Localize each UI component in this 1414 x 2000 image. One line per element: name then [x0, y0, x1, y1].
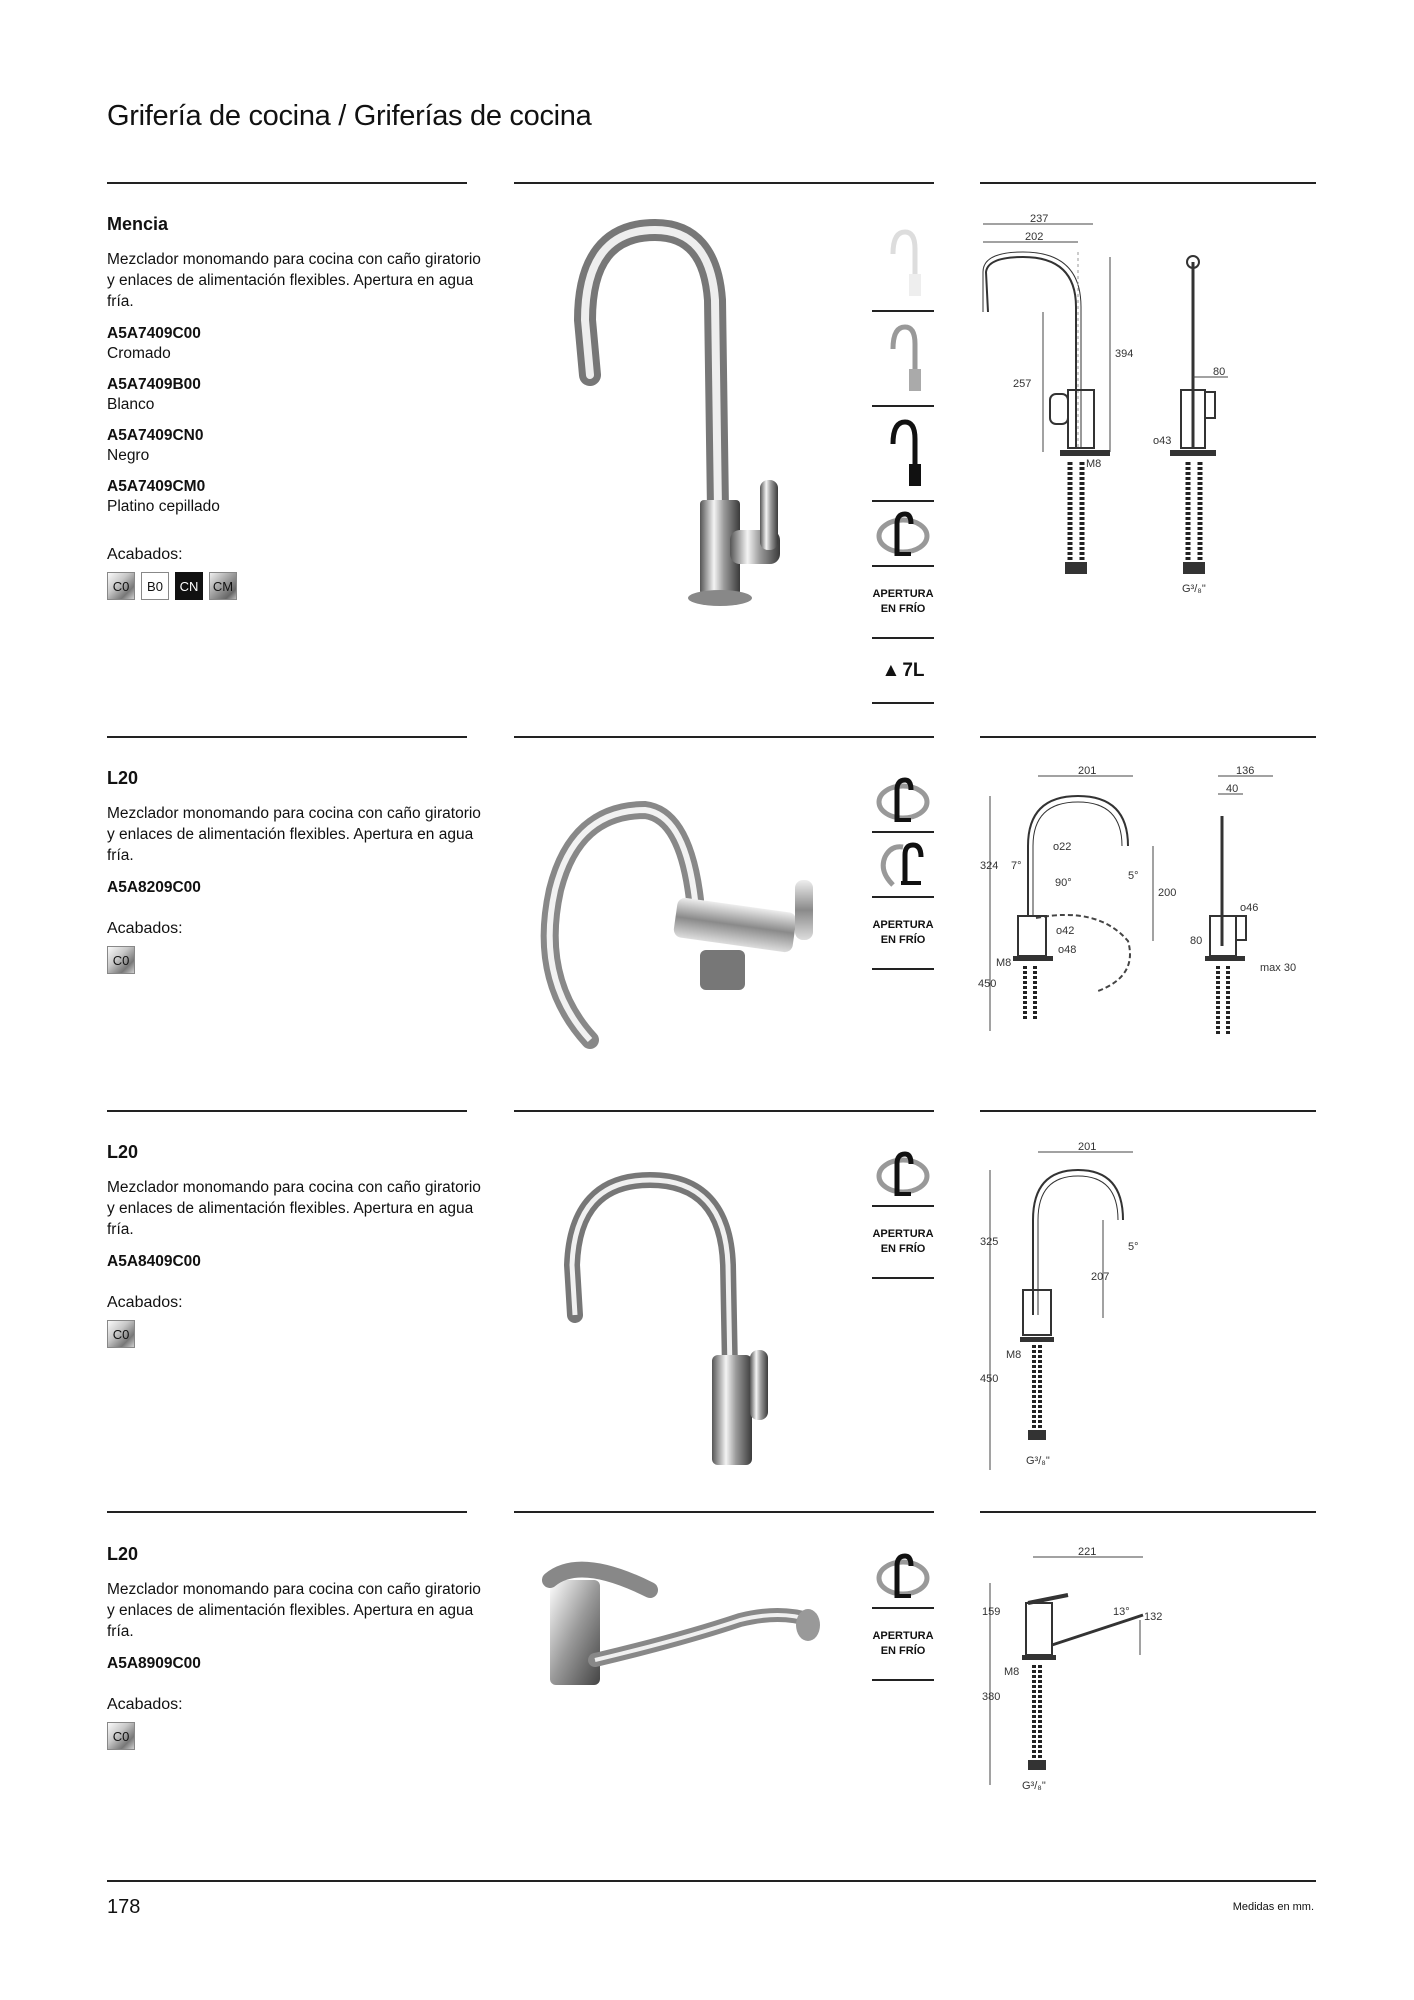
dim-label: 136 [1236, 766, 1255, 777]
finish-swatch-c0: C0 [107, 572, 135, 600]
dim-label: 80 [1213, 366, 1226, 378]
product-description: Mezclador monomando para cocina con caño giratorio y enlaces de alimentación flexibles. Apertura en agua fría. [107, 251, 481, 310]
variant-finish: Blanco [107, 396, 155, 413]
variant [107, 1654, 467, 1674]
variant-code: A5A7409CM0 [107, 478, 206, 495]
dim-label: 200 [1158, 887, 1177, 899]
dim-label: 325 [980, 1236, 999, 1248]
dim-label: 221 [1078, 1546, 1097, 1558]
divider [980, 1110, 1316, 1112]
cold-opening-icon [872, 1207, 934, 1279]
water-drop-icon: ▲ [881, 659, 901, 681]
dim-label: 450 [980, 1373, 999, 1385]
finish-swatch-c0: C0 [107, 1722, 135, 1750]
divider [980, 182, 1316, 184]
product-name: L20 [107, 1142, 139, 1162]
product-info [107, 214, 481, 600]
finishes-label: Acabados: [107, 1294, 183, 1311]
cold-opening-icon [872, 567, 934, 639]
technical-drawing [978, 212, 1238, 607]
variant [107, 477, 467, 516]
finishes-label: Acabados: [107, 546, 183, 563]
footer-divider [107, 1880, 1316, 1882]
variant [107, 878, 467, 898]
variant-code: A5A7409CN0 [107, 427, 204, 444]
dim-label: 394 [1115, 348, 1134, 360]
finish-swatch-c0: C0 [107, 1320, 135, 1348]
swivel-spout-icon [872, 768, 934, 833]
dim-label: M8 [1006, 1349, 1022, 1361]
swivel-spout-icon [872, 502, 934, 567]
dim-label: 202 [1025, 231, 1044, 243]
divider [980, 736, 1316, 738]
dim-label: 324 [980, 860, 999, 872]
finish-swatches [107, 572, 467, 600]
cold-opening-line2: EN FRÍO [880, 1243, 926, 1255]
dim-label: o48 [1058, 944, 1077, 956]
cold-opening-line2: EN FRÍO [880, 1645, 926, 1657]
finish-swatches [107, 1722, 467, 1750]
dim-label: G³/₈" [1026, 1455, 1050, 1467]
variant-code: A5A7409C00 [107, 325, 201, 342]
dim-label: M8 [1086, 458, 1102, 470]
dim-label: 237 [1030, 213, 1049, 225]
cold-opening-line2: EN FRÍO [880, 934, 926, 946]
finish-swatches [107, 946, 467, 974]
page-number: 178 [107, 1896, 141, 1918]
dim-label: o46 [1240, 902, 1259, 914]
dim-label: G³/₈" [1182, 583, 1206, 595]
dim-label: 90° [1055, 877, 1072, 889]
product-info [107, 768, 481, 974]
cold-opening-line1: APERTURA [872, 1630, 934, 1642]
footer-note: Medidas en mm. [1232, 1901, 1314, 1913]
product-photo [560, 1155, 800, 1470]
finish-swatches [107, 1320, 467, 1348]
divider [107, 182, 467, 184]
product-name: Mencia [107, 214, 169, 234]
product-info [107, 1142, 481, 1348]
divider [514, 1511, 934, 1513]
cold-opening-icon [872, 1609, 934, 1681]
dim-label: 40 [1226, 783, 1239, 795]
cold-opening-icon [872, 898, 934, 970]
dim-label: 201 [1078, 766, 1097, 777]
dim-label: M8 [996, 957, 1012, 969]
variant-code: A5A8209C00 [107, 879, 201, 896]
product-name: L20 [107, 1544, 139, 1564]
dim-label: 7° [1011, 860, 1022, 872]
finish-swatch-c0: C0 [107, 946, 135, 974]
dim-label: max 30 [1260, 962, 1297, 974]
divider [514, 182, 934, 184]
dim-label: 207 [1091, 1271, 1110, 1283]
divider [514, 1110, 934, 1112]
page-title: Grifería de cocina / Griferías de cocina [107, 100, 592, 132]
feature-icons [872, 1142, 934, 1279]
feature-icons [872, 217, 934, 704]
dim-label: o43 [1153, 435, 1172, 447]
dim-label: 80 [1190, 935, 1203, 947]
product-description: Mezclador monomando para cocina con caño giratorio y enlaces de alimentación flexibles. Apertura en agua fría. [107, 1581, 481, 1640]
dim-label: M8 [1004, 1666, 1020, 1678]
technical-drawing [978, 1545, 1178, 1795]
variant-finish: Cromado [107, 345, 171, 362]
variant-code: A5A7409B00 [107, 376, 201, 393]
dim-label: 5° [1128, 1241, 1139, 1253]
product-photo [540, 1550, 830, 1700]
swivel-spout-icon [872, 1142, 934, 1207]
variant [107, 375, 467, 414]
dim-label: o22 [1053, 841, 1072, 853]
dim-label: 159 [982, 1606, 1001, 1618]
dim-label: G³/₈" [1022, 1780, 1046, 1792]
dim-label: 132 [1144, 1611, 1163, 1623]
divider [107, 1110, 467, 1112]
dim-label: 450 [978, 978, 997, 990]
black-faucet-thumb [872, 407, 934, 502]
cold-opening-line1: APERTURA [872, 919, 934, 931]
product-name: L20 [107, 768, 139, 788]
dim-label: o42 [1056, 925, 1075, 937]
divider [107, 1511, 467, 1513]
pull-out-spout-icon [872, 833, 934, 898]
dim-label: 380 [982, 1691, 1001, 1703]
finish-swatch-b0: B0 [141, 572, 169, 600]
cold-opening-line2: EN FRÍO [880, 603, 926, 615]
chrome-faucet-thumb [872, 312, 934, 407]
product-info [107, 1544, 481, 1750]
cold-opening-line1: APERTURA [872, 588, 934, 600]
product-description: Mezclador monomando para cocina con caño giratorio y enlaces de alimentación flexibles. Apertura en agua fría. [107, 805, 481, 864]
variant-finish: Negro [107, 447, 150, 464]
finishes-label: Acabados: [107, 1696, 183, 1713]
technical-drawing [978, 766, 1318, 1056]
divider [980, 1511, 1316, 1513]
technical-drawing [978, 1140, 1158, 1470]
dim-label: 13° [1113, 1606, 1130, 1618]
cold-opening-line1: APERTURA [872, 1228, 934, 1240]
white-faucet-thumb [872, 217, 934, 312]
dim-label: 257 [1013, 378, 1032, 390]
finish-swatch-cn: CN [175, 572, 203, 600]
dim-label: 201 [1078, 1141, 1097, 1153]
product-description: Mezclador monomando para cocina con caño giratorio y enlaces de alimentación flexibles. Apertura en agua fría. [107, 1179, 481, 1238]
variant [107, 324, 467, 363]
variant-code: A5A8409C00 [107, 1253, 201, 1270]
variant-finish: Platino cepillado [107, 498, 220, 515]
flow-rate-icon [872, 639, 934, 704]
product-photo [560, 210, 810, 610]
divider [514, 736, 934, 738]
product-photo [535, 790, 835, 1060]
variant [107, 426, 467, 465]
finishes-label: Acabados: [107, 920, 183, 937]
feature-icons [872, 1544, 934, 1681]
finish-swatch-cm: CM [209, 572, 237, 600]
dim-label: 5° [1128, 870, 1139, 882]
flow-rate-value: 7L [902, 659, 925, 681]
swivel-spout-icon [872, 1544, 934, 1609]
divider [107, 736, 467, 738]
feature-icons [872, 768, 934, 970]
variant [107, 1252, 467, 1272]
variant-code: A5A8909C00 [107, 1655, 201, 1672]
